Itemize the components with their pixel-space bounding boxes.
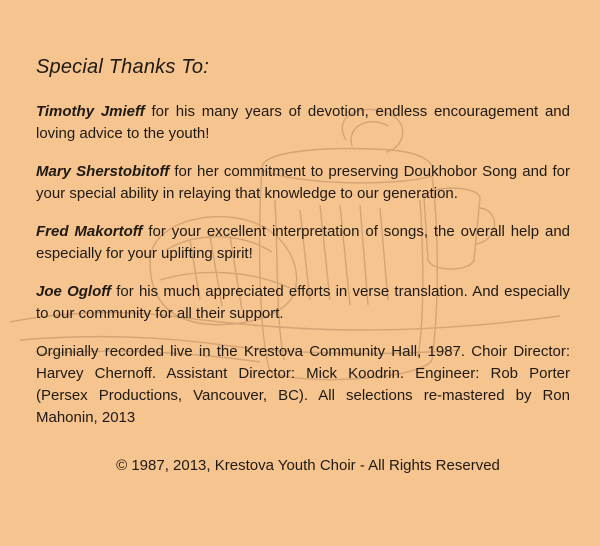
liner-notes-content bbox=[36, 56, 570, 477]
recording-credits: Orginially recorded live in the Krestova Community Hall, 1987. Choir Director: Harvey Chernoff. Assistant Director: Mick Koodrin. Engineer: Rob Porter (Persex Productions, Vancouver, BC). All selections re-mastered by Ron Mahonin, 2013 bbox=[36, 343, 570, 426]
acknowledgement-name: Timothy Jmieff bbox=[36, 103, 145, 120]
acknowledgement-text: for his much appreciated efforts in verse translation. And especially to our community for all their support. bbox=[36, 283, 570, 322]
acknowledgement-joe bbox=[36, 281, 570, 325]
acknowledgement-timothy bbox=[36, 101, 570, 145]
acknowledgement-name: Joe Ogloff bbox=[36, 283, 111, 300]
special-thanks-heading: Special Thanks To: bbox=[36, 56, 209, 78]
acknowledgement-text: for her commitment to preserving Doukhobor Song and for your special ability in relaying that knowledge to our generation. bbox=[36, 163, 570, 202]
acknowledgement-fred bbox=[36, 221, 570, 265]
acknowledgement-name: Mary Sherstobitoff bbox=[36, 163, 170, 180]
acknowledgement-name: Fred Makortoff bbox=[36, 223, 143, 240]
acknowledgement-mary bbox=[36, 161, 570, 205]
acknowledgement-text: for his many years of devotion, endless encouragement and loving advice to the youth! bbox=[36, 103, 570, 142]
copyright-notice: © 1987, 2013, Krestova Youth Choir - All Rights Reserved bbox=[116, 457, 500, 474]
acknowledgement-text: for your excellent interpretation of songs, the overall help and especially for your uplifting spirit! bbox=[36, 223, 570, 262]
